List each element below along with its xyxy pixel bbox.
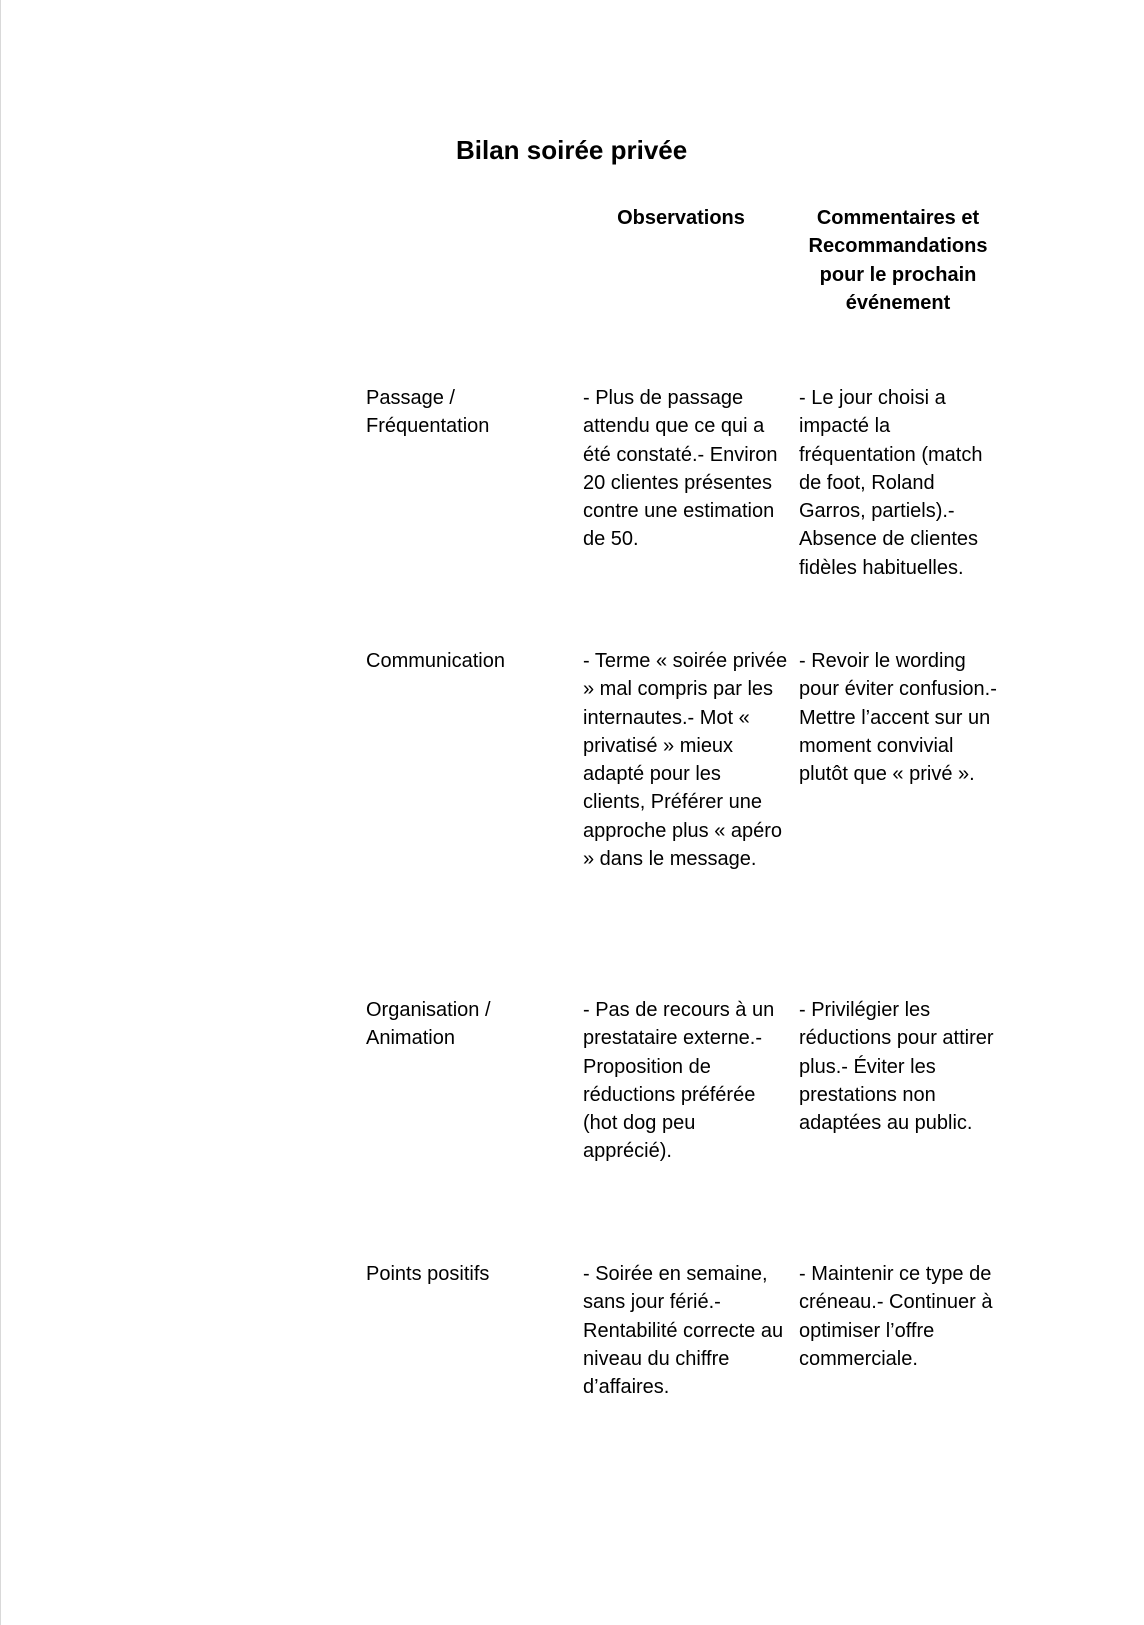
row-label-frequentation: Passage / Fréquentation	[366, 387, 490, 438]
row-observation-communication: - Terme « soirée privée » mal compris par les internautes.- Mot « privatisé » mieux adapté pour les clients, Préférer une approche plus « apéro » dans le message.	[583, 650, 788, 871]
document-title: Bilan soirée privée	[456, 135, 688, 165]
row-label-points-positifs: Points positifs	[366, 1263, 490, 1285]
observations-header: Observations	[617, 207, 745, 229]
row-commentaire-points-positifs: - Maintenir ce type de créneau.- Continuer à optimiser l’offre commerciale.	[799, 1263, 993, 1370]
commentaires-header: Commentaires et Recommandations pour le prochain événement	[808, 207, 988, 314]
row-label-communication: Communication	[366, 650, 505, 672]
row-commentaire-frequentation: - Le jour choisi a impacté la fréquentation (match de foot, Roland Garros, partiels).- Absence de clientes fidèles habituelles.	[799, 387, 983, 579]
row-observation-frequentation: - Plus de passage attendu que ce qui a été constaté.- Environ 20 clientes présentes contre une estimation de 50.	[583, 387, 778, 551]
row-observation-points-positifs: - Soirée en semaine, sans jour férié.- Rentabilité correcte au niveau du chiffre d’affaires.	[583, 1263, 784, 1399]
row-label-organisation: Organisation / Animation	[366, 999, 491, 1050]
page-edge	[0, 0, 1, 1625]
row-commentaire-communication: - Revoir le wording pour éviter confusion.- Mettre l’accent sur un moment convivial plutôt que « privé ».	[799, 650, 997, 786]
row-observation-organisation: - Pas de recours à un prestataire externe.- Proposition de réductions préférée (hot dog peu apprécié).	[583, 999, 775, 1163]
row-commentaire-organisation: - Privilégier les réductions pour attirer plus.- Éviter les prestations non adaptées au public.	[799, 999, 994, 1135]
